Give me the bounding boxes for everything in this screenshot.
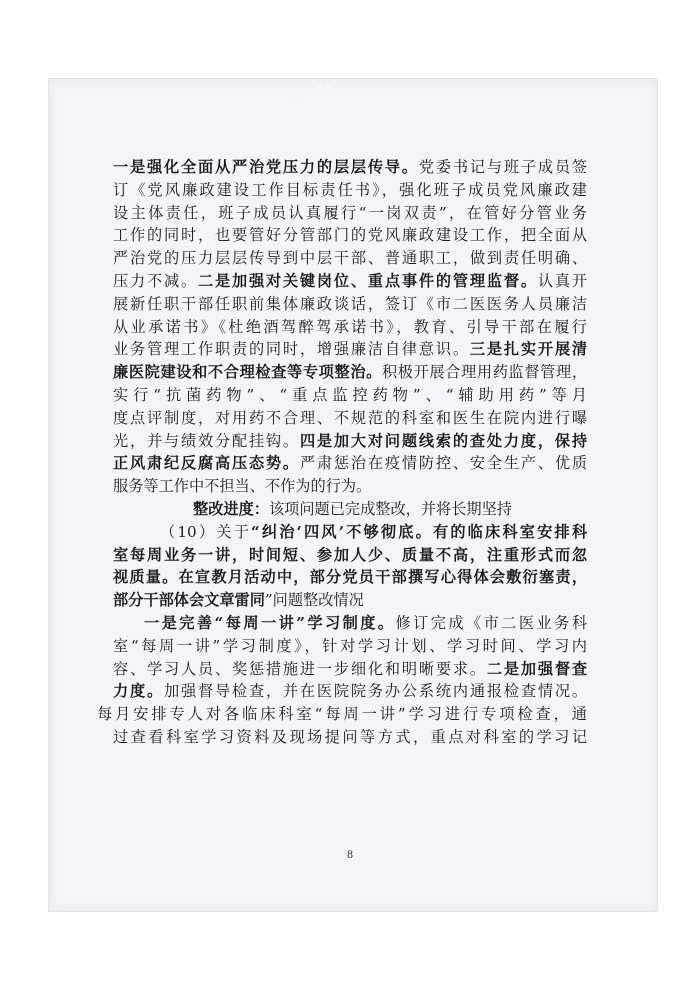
paragraph-1-line-7: 展新任职干部任职前集体廉政谈话，签订《市二医医务人员廉洁 [113,294,587,313]
text-phrase: 业务管理工作职责的同时，增强廉洁自律意识。 [113,340,470,359]
text-phrase: 容、学习人员、奖惩措施进一步细化和明晰要求。 [113,659,487,678]
text-phrase: 加强督导检查，并在医院院务办公系统内通报检查情况。 [163,682,588,701]
progress-note-label: 整改进度： [193,499,269,518]
bold-phrase: 室每周业务一讲，时间短、参加人少、质量不高，注重形式而忽 [113,545,587,564]
text-phrase: 光，并与绩效分配挂钩。 [113,431,300,450]
paragraph-1-line-1 [113,156,587,179]
scan-artifact: · · · · · · · · · · · · [289,83,395,101]
text-phrase: 认真开 [537,271,588,290]
bold-phrase: “纠治‘四风’不够彻底。有的临床科室安排科 [250,522,588,541]
paragraph-2-line-4 [113,680,587,703]
paragraph-2-line-1 [113,612,587,635]
paragraph-1-line-10 [113,361,587,384]
bold-phrase: 四是加大对问题线索的查处力度，保持 [299,431,588,450]
paragraph-1-line-11: 实行“抗菌药物”、“重点监控药物”、“辅助用药”等月 [113,385,587,404]
text-phrase: ”问题整改情况 [264,591,364,610]
bold-phrase: 部分干部体会文章雷同 [113,591,265,610]
bold-phrase: 二是加强对关键岗位、重点事件的管理监督。 [197,271,538,290]
bold-phrase: 廉医院建设和不合理检查等专项整治。 [113,363,382,382]
text-phrase: 严肃惩治在疫情防控、安全生产、优质 [299,454,588,473]
document-body [97,156,588,749]
paragraph-1-line-8: 从业承诺书》《杜绝酒驾醉驾承诺书》，教育、引导干部在履行 [113,317,587,336]
bold-phrase: 力度。 [113,682,164,701]
paragraph-1-line-5: 严治党的压力层层传导到中层干部、普通职工，做到责任明确、 [113,249,587,268]
paragraph-1-line-2: 订《党风廉政建设工作目标责任书》，强化班子成员党风廉政建 [113,180,587,199]
text-phrase: 压力不减。 [113,271,198,290]
text-phrase: 修订完成《市二医业务科 [395,613,588,632]
paragraph-1-line-4: 工作的同时，也要管好分管部门的党风廉政建设工作，把全面从 [113,226,587,245]
page-number: 8 [346,850,354,861]
paragraph-2-line-3 [113,658,587,681]
text-phrase: （10）关于 [160,522,251,541]
text-phrase: 党委书记与班子成员签 [418,158,588,176]
paragraph-1-line-9 [113,338,587,361]
bold-phrase: 二是加强督查 [486,659,588,678]
section-heading-line-2 [113,544,587,567]
text-phrase: 积极开展合理用药监督管理， [381,363,588,382]
bold-phrase: 视质量。在宣教月活动中，部分党员干部撰写心得体会敷衍塞责， [113,568,587,587]
paragraph-1-line-12: 度点评制度，对用药不合理、不规范的科室和医生在院内进行曝 [113,408,587,427]
paragraph-1-line-6 [113,270,587,293]
section-heading-line-4 [113,589,587,612]
paragraph-1-line-3: 设主体责任，班子成员认真履行“一岗双责”，在管好分管业务 [113,203,587,222]
bold-phrase: 正风肃纪反腐高压态势。 [113,454,300,473]
paragraph-1-line-14 [113,452,587,475]
bold-phrase: 一是强化全面从严治党压力的层层传导。 [113,158,419,176]
paragraph-2-line-6: 过查看科室学习资料及现场提问等方式，重点对科室的学习记 [113,727,587,746]
bold-phrase: 三是扎实开展清 [469,340,588,359]
paragraph-2-line-5: 每月安排专人对各临床科室“每周一讲”学习进行专项检查，通 [97,705,587,724]
section-heading-line-3 [113,566,587,589]
paragraph-1-line-13 [113,430,587,453]
paragraph-1-line-15: 服务等工作中不担当、不作为的行为。 [113,477,372,496]
progress-note-text: 该项问题已完成整改，并将长期坚持 [268,499,512,518]
bold-phrase: 一是完善“每周一讲”学习制度。 [144,613,396,632]
section-heading-line-1 [113,521,587,544]
progress-note [113,498,587,521]
paragraph-2-line-2: 室“每周一讲”学习制度》，针对学习计划、学习时间、学习内 [113,636,587,655]
